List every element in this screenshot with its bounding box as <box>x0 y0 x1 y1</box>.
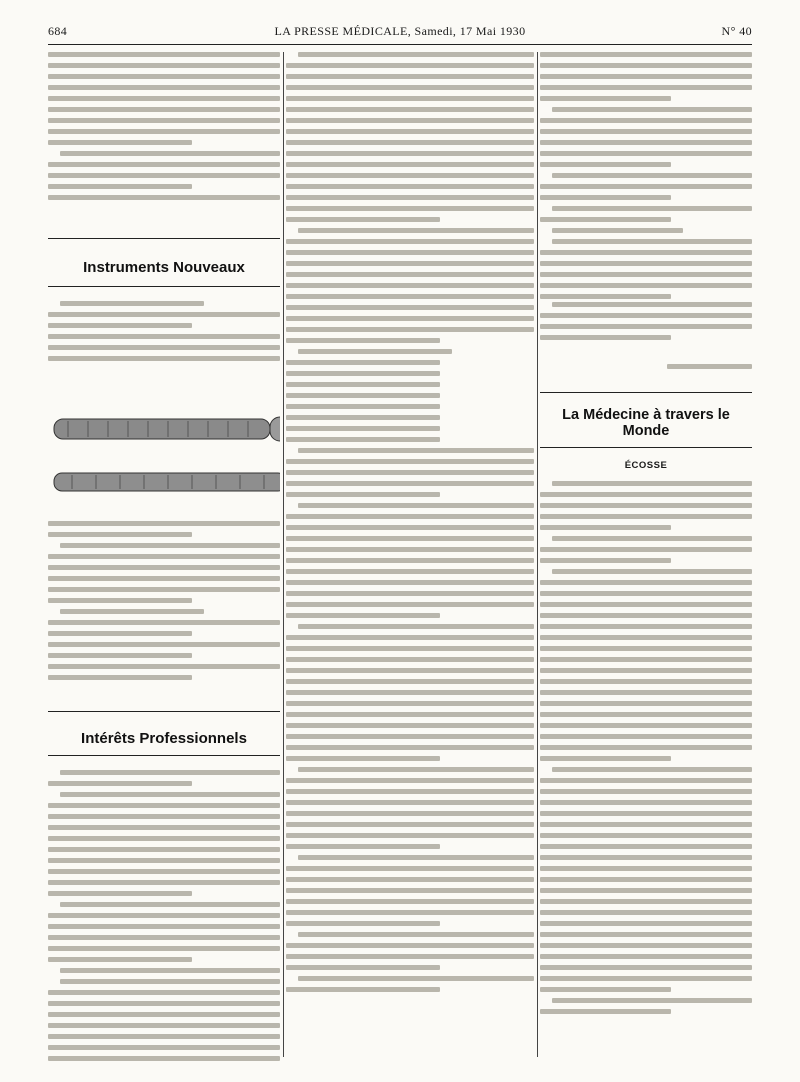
text-placeholder <box>540 302 752 364</box>
text-placeholder <box>48 301 280 385</box>
section-title-medecine: La Médecine à travers le Monde <box>562 407 730 439</box>
column-divider <box>537 52 538 1057</box>
page-number: 684 <box>48 24 68 38</box>
text-placeholder <box>540 481 752 1062</box>
column-divider <box>283 52 284 1057</box>
column-left <box>48 52 280 1062</box>
issue-number: N° 40 <box>721 24 752 38</box>
text-placeholder <box>540 52 752 302</box>
recto-photo-device-illustration <box>48 393 280 515</box>
text-placeholder <box>540 364 752 380</box>
text-placeholder <box>48 521 280 701</box>
column-middle <box>286 52 534 1062</box>
section-title-instruments: Instruments Nouveaux <box>83 259 245 276</box>
text-placeholder <box>48 770 280 1062</box>
text-placeholder <box>48 52 280 218</box>
text-placeholder <box>286 52 534 1052</box>
column-right <box>540 52 752 1062</box>
header-divider <box>48 44 752 45</box>
masthead-title: LA PRESSE MÉDICALE, Samedi, 17 Mai 1930 <box>274 24 526 38</box>
subsection-country: ÉCOSSE <box>624 460 668 471</box>
running-header <box>48 24 752 42</box>
instrument-figure <box>48 393 280 515</box>
section-title-interets: Intérêts Professionnels <box>81 730 247 747</box>
